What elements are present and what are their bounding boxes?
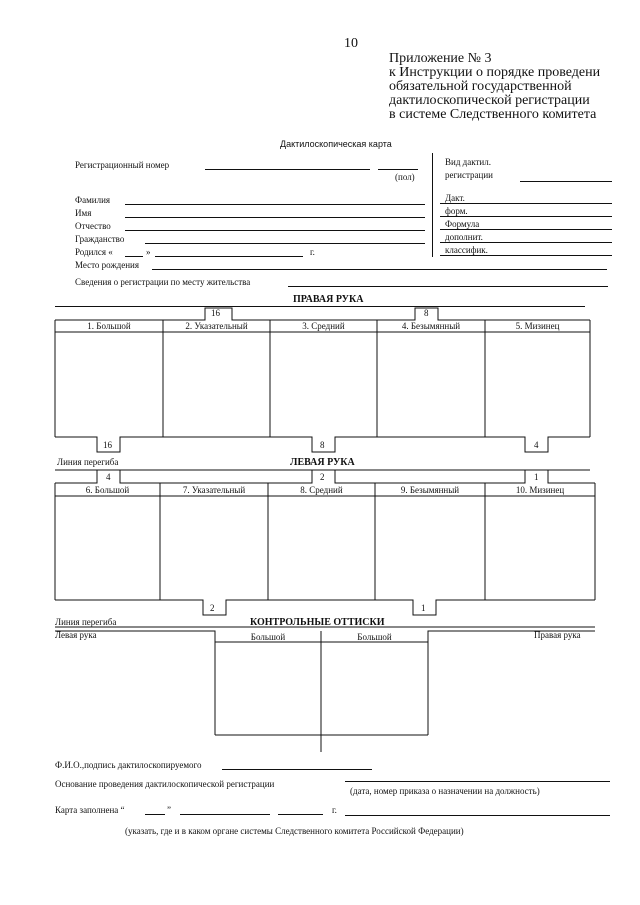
filled-label: Карта заполнена “: [55, 805, 125, 815]
filled-year-suffix: г.: [332, 805, 337, 815]
right-finger-5: 5. Мизинец: [515, 321, 560, 331]
right-bottom-tab-3: 4: [534, 440, 539, 450]
left-bottom-tab-1: 2: [210, 603, 215, 613]
right-top-tab-2: 8: [424, 308, 429, 318]
left-finger-8: 8. Средний: [300, 485, 343, 495]
right-hand-title: ПРАВАЯ РУКА: [293, 294, 364, 305]
sex-label: (пол): [395, 172, 415, 182]
right-finger-4: 4. Безымянный: [401, 321, 461, 331]
appendix-line-1: Приложение № 3: [389, 51, 492, 66]
filled-day-line: [145, 814, 165, 815]
left-bottom-tab-2: 1: [421, 603, 426, 613]
left-finger-6: 6. Большой: [85, 485, 130, 495]
right-top-tab-1: 16: [211, 308, 220, 318]
dopolnit-label: дополнит.: [445, 232, 483, 242]
control-title: КОНТРОЛЬНЫЕ ОТТИСКИ: [250, 617, 385, 628]
left-hand-frame-top: [55, 470, 595, 483]
basis-note: (дата, номер приказа о назначении на должность): [350, 786, 540, 796]
basis-label: Основание проведения дактилоскопической регистрации: [55, 779, 275, 789]
fio-line: [222, 769, 372, 770]
fio-label: Ф.И.О.,подпись дактилоскопируемого: [55, 760, 202, 770]
page-number: 10: [344, 36, 358, 51]
form-label: форм.: [445, 206, 468, 216]
fold-line-2: Линия перегиба: [55, 617, 117, 627]
left-top-tab-2: 2: [320, 472, 325, 482]
patronymic-label: Отчество: [75, 221, 111, 231]
right-finger-3: 3. Средний: [302, 321, 345, 331]
filled-quote-close: ”: [167, 805, 171, 815]
basis-line: [345, 781, 610, 782]
appendix-line-4: дактилоскопической регистрации: [389, 93, 590, 108]
registration-label: Сведения о регистрации по месту жительства: [75, 277, 251, 287]
left-finger-10: 10. Мизинец: [515, 485, 565, 495]
vid-label: Вид дактил.: [445, 157, 491, 167]
born-quote-close: »: [146, 247, 151, 257]
born-year-suffix: г.: [310, 247, 315, 257]
left-top-tab-3: 1: [534, 472, 539, 482]
appendix-line-2: к Инструкции о порядке проведени: [389, 65, 601, 80]
dakt-label: Дакт.: [445, 193, 465, 203]
name-label: Имя: [75, 208, 92, 218]
filled-organ-line: [345, 815, 610, 816]
card-title: Дактилоскопическая карта: [280, 139, 392, 149]
right-hand-frame-top: [55, 308, 590, 320]
control-left-hand: Левая рука: [55, 630, 97, 640]
right-bottom-tab-2: 8: [320, 440, 325, 450]
born-label: Родился «: [75, 247, 113, 257]
reg-number-label: Регистрационный номер: [75, 160, 170, 170]
appendix-line-3: обязательной государственной: [389, 79, 572, 94]
control-col-1: Большой: [250, 632, 286, 642]
formula-label: Формула: [445, 219, 480, 229]
appendix-line-5: в системе Следственного комитета: [389, 107, 597, 122]
left-finger-7: 7. Указательный: [182, 485, 246, 495]
control-col-2: Большой: [357, 632, 392, 642]
right-finger-1: 1. Большой: [87, 321, 131, 331]
left-top-tab-1: 4: [106, 472, 111, 482]
control-right-hand: Правая рука: [534, 630, 581, 640]
left-finger-9: 9. Безымянный: [400, 485, 460, 495]
right-finger-2: 2. Указательный: [185, 321, 248, 331]
filled-year-line: [278, 814, 323, 815]
birthplace-label: Место рождения: [75, 260, 140, 270]
fold-line-1: Линия перегиба: [57, 457, 119, 467]
klassif-label: классифик.: [445, 245, 488, 255]
filled-month-line: [180, 814, 270, 815]
organ-note: (указать, где и в каком органе системы Следственного комитета Российской Федерации): [125, 826, 464, 836]
registration-type-label: регистрации: [445, 170, 493, 180]
surname-label: Фамилия: [75, 195, 111, 205]
right-bottom-tab-1: 16: [103, 440, 112, 450]
left-hand-title: ЛЕВАЯ РУКА: [290, 457, 355, 468]
left-hand-frame-bottom: [55, 600, 595, 615]
citizenship-label: Гражданство: [75, 234, 125, 244]
